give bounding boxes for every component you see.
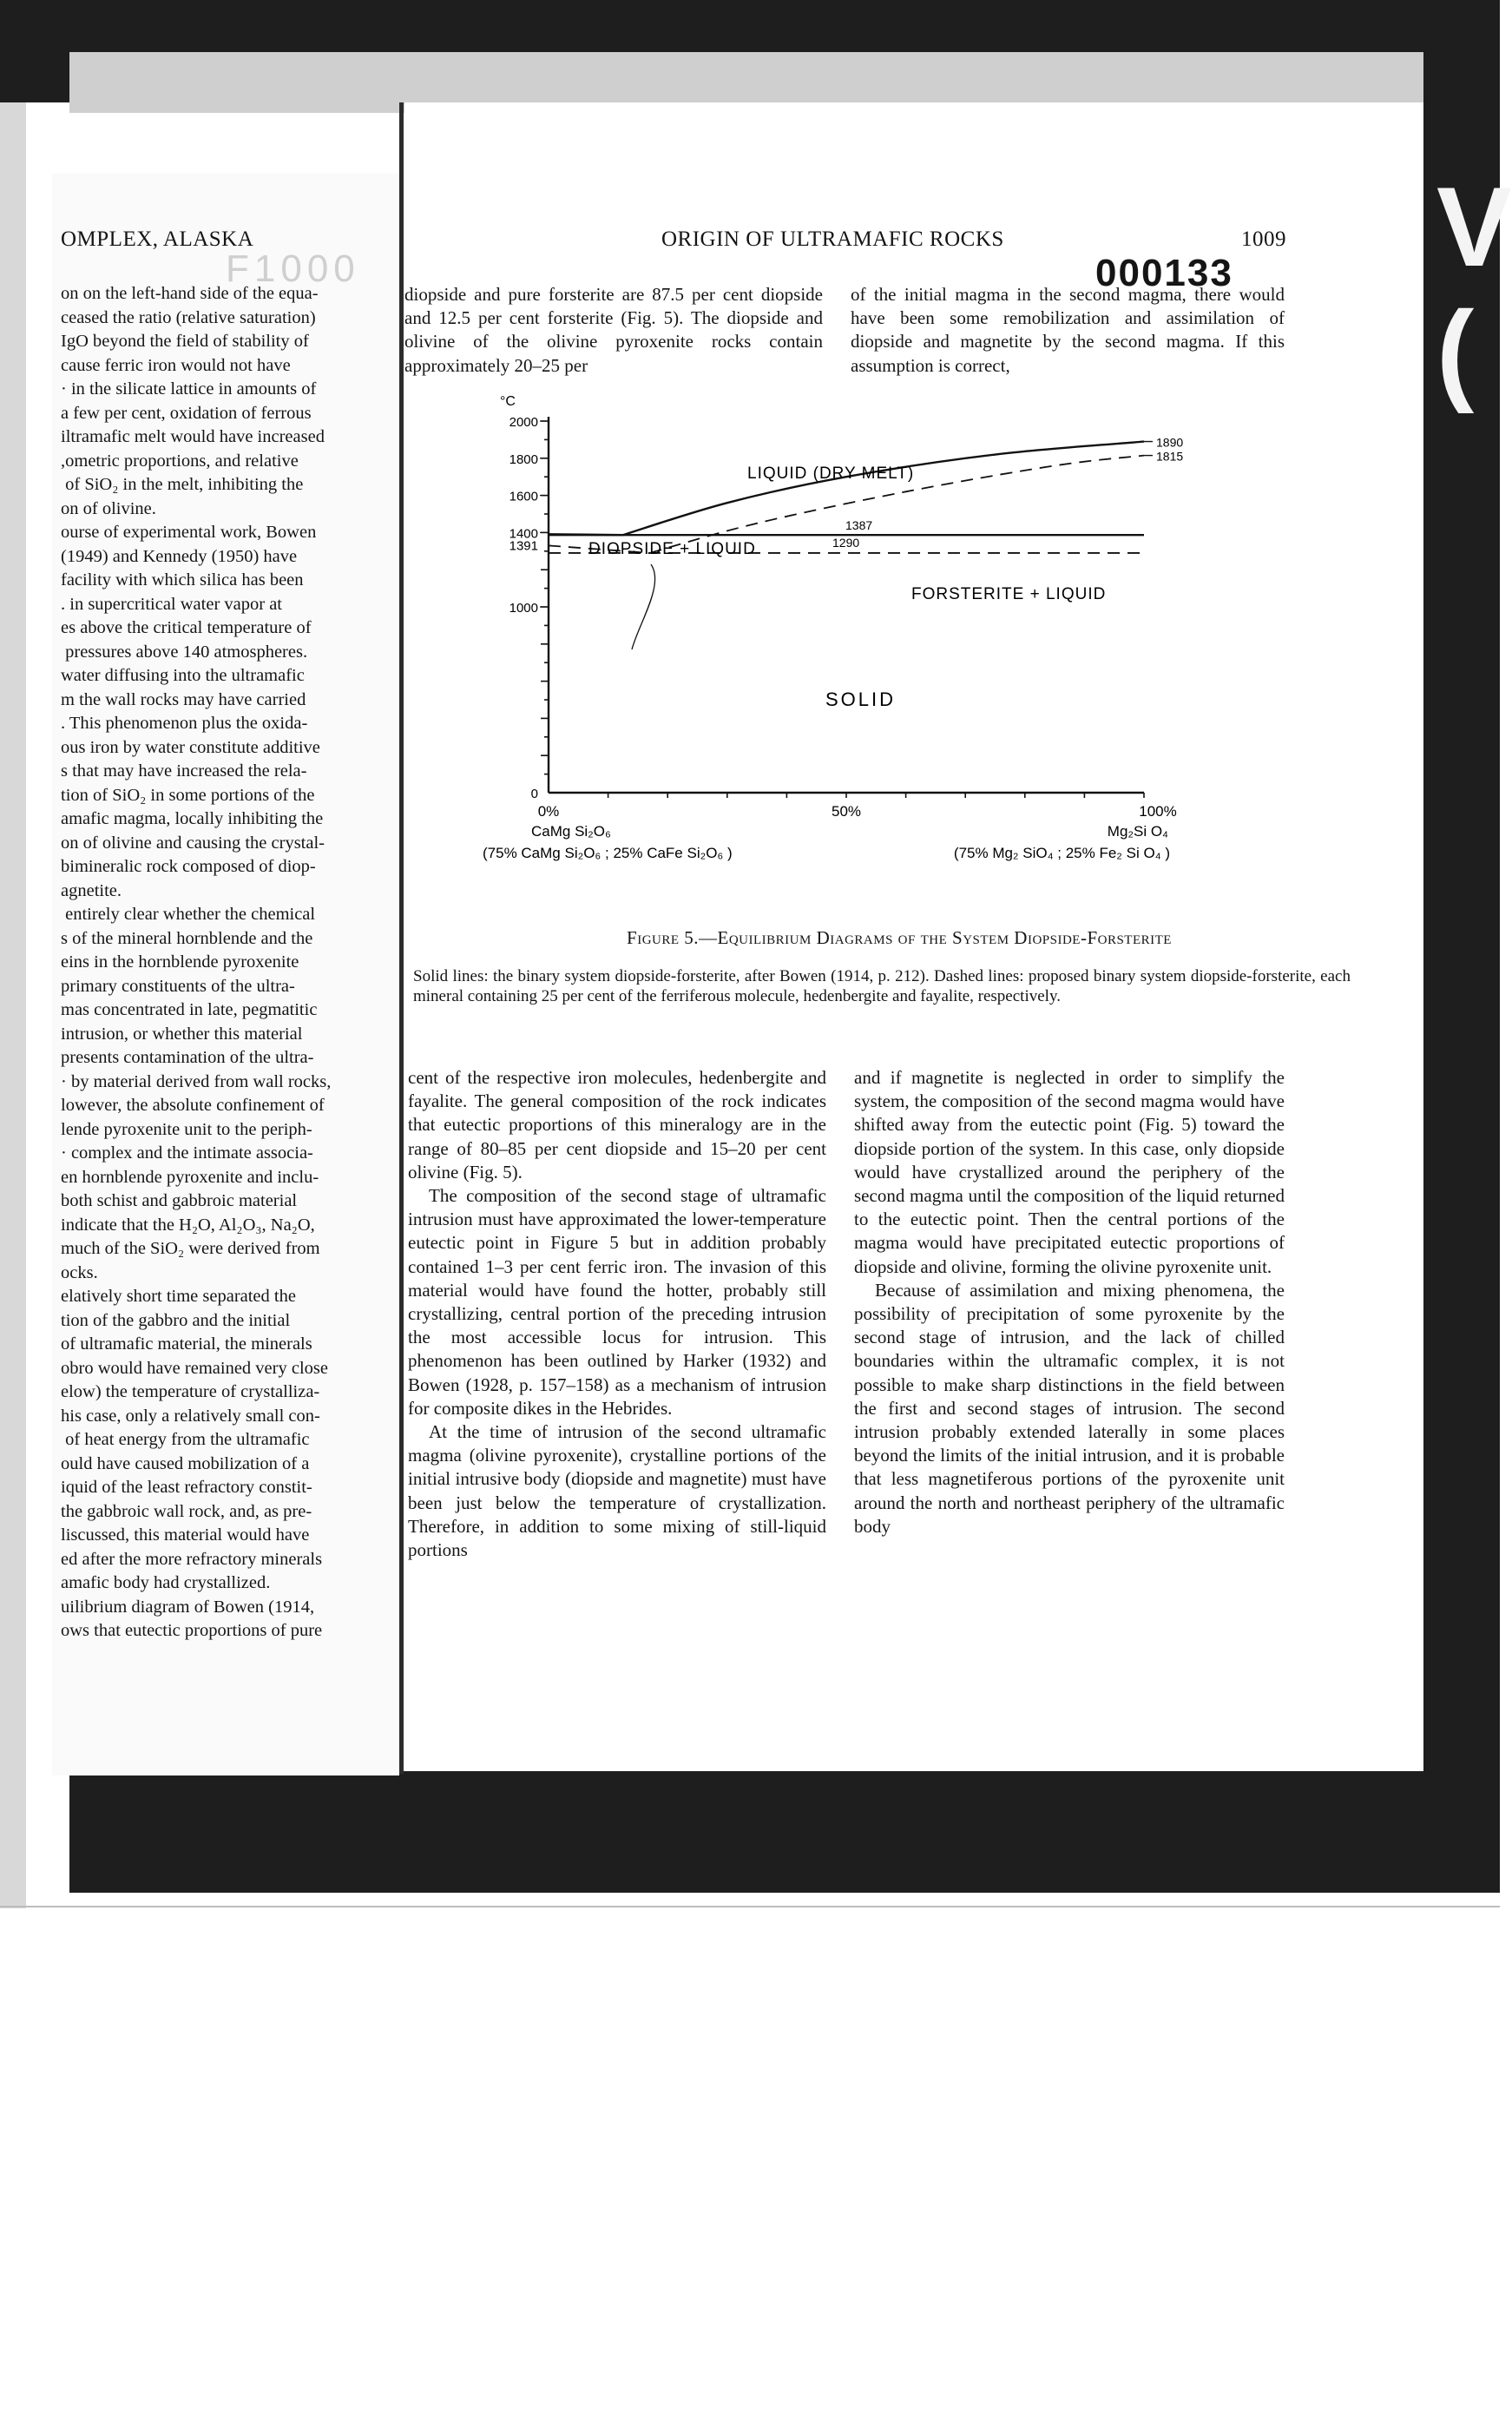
left-text-line: cause ferric iron would not have bbox=[61, 355, 291, 375]
left-text-line: eins in the hornblende pyroxenite bbox=[61, 952, 299, 972]
left-text-line: on of olivine and causing the crystal- bbox=[61, 833, 325, 853]
left-text-line: indicate that the H₂O, Al₂O₃, Na₂O, bbox=[61, 1215, 315, 1235]
left-text-line: en hornblende pyroxenite and inclu- bbox=[61, 1167, 319, 1187]
left-page bbox=[52, 174, 399, 1775]
left-text-line: elow) the temperature of crystalliza- bbox=[61, 1382, 320, 1401]
y-tick-label: 1400 bbox=[509, 526, 538, 542]
left-text-line: facility with which silica has been bbox=[61, 570, 304, 590]
paragraph: At the time of intrusion of the second ultramafic magma (olivine pyroxenite), crystalline portions of the initial intrusive body (diopside and magnetite) must have been just below the temperature of crystallization. Therefore, in addition to some mixing of still-liquid portions bbox=[408, 1421, 826, 1561]
left-text-line: elatively short time separated the bbox=[61, 1287, 296, 1306]
left-text-line: amafic body had crystallized. bbox=[61, 1573, 271, 1592]
paragraph: diopside and pure forsterite are 87.5 per cent diopside and 12.5 per cent forsterite (Fig. 5). The diopside and olivine of the olivine pyroxenite rocks contain approximately 20–25 per bbox=[404, 284, 823, 376]
region-label: DIOPSIDE + LIQUID bbox=[588, 540, 756, 558]
paragraph: The composition of the second stage of ultramafic intrusion must have approximated the lower-temperature eutectic point in Figure 5 but in addition probably contained 1–3 per cent ferric iron. The invasion of this material would have found the hotter, probably still crystallizing, central portion of the preceding intrusion the most accessible locus for intrusion. This phenomenon has been outlined by Harker (1932) and Bowen (1928, p. 157–158) as a mechanism of intrusion for composite dikes in the Hebrides. bbox=[408, 1185, 826, 1419]
scan-border-bottom bbox=[69, 1771, 1500, 1893]
left-text-line: iquid of the least refractory constit- bbox=[61, 1478, 312, 1497]
y-tick-label: 1000 bbox=[509, 601, 538, 616]
top-column-left bbox=[404, 283, 823, 378]
left-text-line: primary constituents of the ultra- bbox=[61, 976, 295, 996]
left-text-line: s of the mineral hornblende and the bbox=[61, 928, 313, 948]
paragraph: Because of assimilation and mixing phenomena, the possibility of precipitation of some pyroxenite by the second stage of intrusion, and the lack of chilled boundaries within the ultramafic complex, it is not possible to make sharp distinctions in the field between the first and second stages of intrusion. The second intrusion probably extended laterally in some places beyond the limits of the initial intrusion, and it is probable that less magnetiferous portions of the pyroxenite unit around the north and northeast periphery of the ultramafic body bbox=[854, 1279, 1285, 1537]
left-text-line: tion of the gabbro and the initial bbox=[61, 1310, 291, 1330]
x-tick-label: 50% bbox=[831, 803, 862, 820]
region-label: FORSTERITE + LIQUID bbox=[911, 585, 1107, 603]
paragraph: of the initial magma in the second magma, there would have been some remobilization and assimilation of diopside and magnetite by the second magma. If this assumption is correct, bbox=[851, 284, 1285, 376]
left-text-line: lowever, the absolute confinement of bbox=[61, 1096, 325, 1115]
y-tick-label: 1800 bbox=[509, 451, 538, 467]
book-gutter bbox=[399, 102, 404, 1774]
value-label: 1890 bbox=[1156, 435, 1184, 450]
left-text-line: obro would have remained very close bbox=[61, 1358, 328, 1378]
left-text-line: · complex and the intimate associa- bbox=[61, 1143, 313, 1163]
left-text-line: a few per cent, oxidation of ferrous bbox=[61, 403, 312, 423]
left-running-head: OMPLEX, ALASKA bbox=[61, 227, 254, 251]
left-text-line: ous iron by water constitute additive bbox=[61, 737, 320, 757]
left-text-line: entirely clear whether the chemical bbox=[61, 905, 316, 924]
scan-edge-left bbox=[0, 102, 26, 1908]
left-text-line: bimineralic rock composed of diop- bbox=[61, 857, 316, 876]
y-tick-label: 2000 bbox=[509, 415, 538, 430]
region-label: SOLID bbox=[825, 688, 897, 710]
left-text-line: ould have caused mobilization of a bbox=[61, 1453, 310, 1473]
left-text-line: ocks. bbox=[61, 1262, 98, 1282]
left-text-line: ceased the ratio (relative saturation) bbox=[61, 307, 316, 327]
x-end-note-left: (75% CaMg Si₂O₆ ; 25% CaFe Si₂O₆ ) bbox=[483, 845, 733, 861]
left-text-line: . This phenomenon plus the oxida- bbox=[61, 714, 308, 733]
left-text-line: both schist and gabbroic material bbox=[61, 1191, 298, 1210]
bottom-column-left bbox=[408, 1066, 826, 1562]
left-stamp: F1000 bbox=[226, 247, 360, 290]
left-text-line: presents contamination of the ultra- bbox=[61, 1048, 314, 1067]
document-number: 000133 bbox=[1095, 252, 1233, 294]
top-column-right bbox=[851, 283, 1285, 378]
y-axis-title: °C bbox=[500, 394, 516, 409]
bottom-column-right bbox=[854, 1066, 1285, 1538]
value-label: 1387 bbox=[845, 518, 873, 533]
left-text-line: IgO beyond the field of stability of bbox=[61, 332, 309, 351]
figure-note: Solid lines: the binary system diopside-forsterite, after Bowen (1914, p. 212). Dashed lines: proposed binary system diopside-forsterite, each mineral containing 25 per cent of the ferriferous molecule, hedenbergite and fayalite, respectively. bbox=[413, 967, 1351, 1005]
left-text-line: ourse of experimental work, Bowen bbox=[61, 523, 317, 542]
value-label: 1290 bbox=[832, 535, 860, 550]
page-number: 1009 bbox=[1241, 227, 1286, 251]
right-running-head: ORIGIN OF ULTRAMAFIC ROCKS bbox=[661, 227, 1004, 251]
left-text-line: of SiO₂ in the melt, inhibiting the bbox=[61, 475, 304, 494]
left-text-line: es above the critical temperature of bbox=[61, 618, 312, 637]
left-text-line: his case, only a relatively small con- bbox=[61, 1406, 320, 1426]
left-text-line: much of the SiO₂ were derived from bbox=[61, 1239, 320, 1258]
left-text-line: · in the silicate lattice in amounts of bbox=[61, 379, 317, 399]
phase-diagram-chart bbox=[404, 394, 1423, 927]
left-text-line: m the wall rocks may have carried bbox=[61, 689, 306, 709]
paragraph: cent of the respective iron molecules, hedenbergite and fayalite. The general composition of the rock indicates that eutectic proportions of this mineralogy are in the range of 80–85 per cent diopside and 15–20 per cent olivine (Fig. 5). bbox=[408, 1067, 826, 1183]
left-text-line: the gabbroic wall rock, and, as pre- bbox=[61, 1501, 312, 1521]
left-text-line: lende pyroxenite unit to the periph- bbox=[61, 1119, 312, 1139]
x-end-note-right: (75% Mg₂ SiO₄ ; 25% Fe₂ Si O₄ ) bbox=[953, 845, 1170, 861]
left-text-line: (1949) and Kennedy (1950) have bbox=[61, 546, 298, 566]
left-text-line: water diffusing into the ultramafic bbox=[61, 666, 305, 685]
left-text-line: agnetite. bbox=[61, 880, 122, 900]
left-text-line: amafic magma, locally inhibiting the bbox=[61, 809, 324, 828]
left-text-line: . in supercritical water vapor at bbox=[61, 594, 282, 614]
left-text-line: mas concentrated in late, pegmatitic bbox=[61, 1000, 318, 1019]
left-text-line: ows that eutectic proportions of pure bbox=[61, 1621, 323, 1640]
series-solid-liquidus-forsterite bbox=[623, 442, 1144, 536]
scan-edge-letters: V ( bbox=[1436, 163, 1512, 414]
y-tick-label: 1600 bbox=[509, 489, 538, 504]
x-end-label-right: Mg₂Si O₄ bbox=[1107, 823, 1168, 840]
left-page-text bbox=[61, 282, 394, 1644]
chart-plot-area bbox=[483, 394, 1183, 861]
region-label: LIQUID (DRY MELT) bbox=[747, 464, 915, 483]
left-text-line: on on the left-hand side of the equa- bbox=[61, 284, 319, 303]
region-leader-line bbox=[632, 564, 655, 649]
x-tick-label: 100% bbox=[1139, 803, 1177, 820]
right-page bbox=[404, 102, 1423, 1771]
left-text-line: intrusion, or whether this material bbox=[61, 1024, 303, 1044]
left-text-line: tion of SiO₂ in some portions of the bbox=[61, 785, 315, 805]
y-tick-label: 0 bbox=[530, 787, 538, 801]
left-text-line: on of olivine. bbox=[61, 498, 156, 518]
scan-bottom-line bbox=[0, 1906, 1500, 1907]
y-tick-label: 1391 bbox=[509, 538, 538, 554]
left-text-line: pressures above 140 atmospheres. bbox=[61, 642, 308, 662]
value-label: 1815 bbox=[1156, 449, 1184, 464]
left-text-line: liscussed, this material would have bbox=[61, 1525, 310, 1545]
figure-caption: Figure 5.—Equilibrium Diagrams of the System Diopside-Forsterite bbox=[627, 927, 1172, 948]
paragraph: and if magnetite is neglected in order to simplify the system, the composition of the second magma would have shifted away from the eutectic point (Fig. 5) toward the diopside portion of the system. In this case, only diopside would have crystallized around the periphery of the second magma until the composition of the liquid returned to the eutectic point. Then the central portions of the magma would have precipitated eutectic proportions of diopside and olivine, forming the olivine pyroxenite unit. bbox=[854, 1067, 1285, 1277]
left-text-line: iltramafic melt would have increased bbox=[61, 427, 325, 446]
left-text-line: of heat energy from the ultramafic bbox=[61, 1430, 310, 1449]
left-text-line: · by material derived from wall rocks, bbox=[61, 1071, 332, 1091]
x-tick-label: 0% bbox=[537, 803, 560, 820]
left-text-line: ed after the more refractory minerals bbox=[61, 1549, 323, 1569]
x-end-label-left: CaMg Si₂O₆ bbox=[531, 823, 611, 840]
left-text-line: uilibrium diagram of Bowen (1914, bbox=[61, 1597, 315, 1617]
left-text-line: s that may have increased the rela- bbox=[61, 761, 307, 781]
left-text-line: ,ometric proportions, and relative bbox=[61, 451, 299, 471]
left-text-line: of ultramafic material, the minerals bbox=[61, 1334, 312, 1354]
